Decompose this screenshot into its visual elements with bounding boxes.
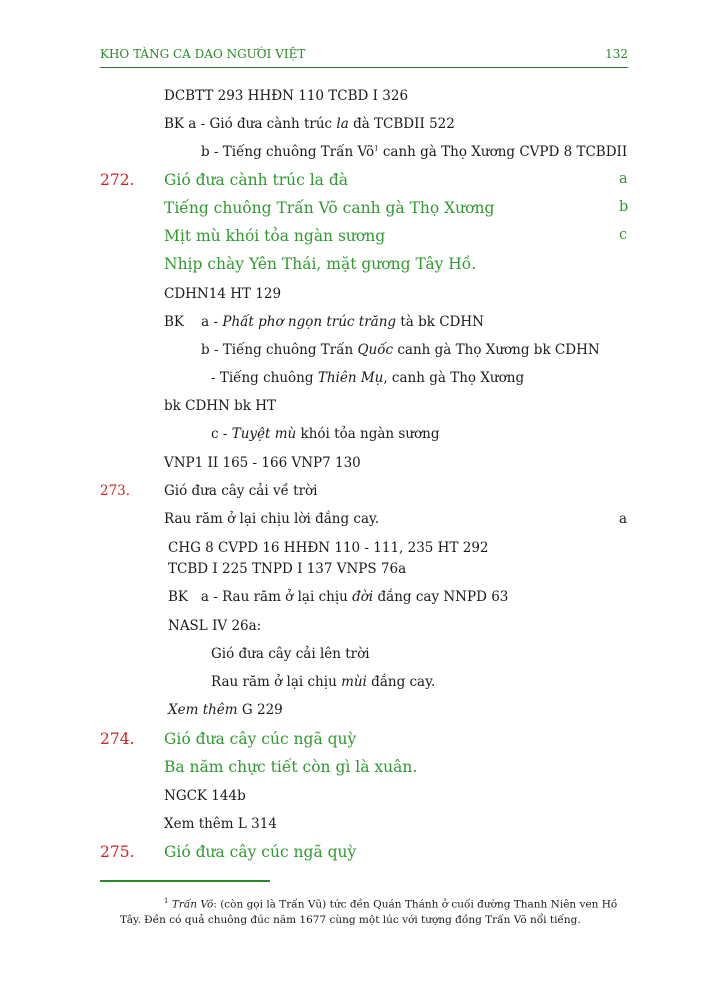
verse-line: Nhịp chày Yên Thái, mặt gương Tây Hồ.	[164, 255, 477, 273]
verse-letter: a	[619, 511, 628, 527]
variant-line: - Tiếng chuông Thiên Mụ, canh gà Thọ Xương	[211, 370, 525, 386]
cross-reference: Xem thêm L 314	[164, 816, 277, 832]
header-rule	[100, 67, 628, 68]
source-line: NGCK 144b	[164, 788, 246, 804]
source-line: bk CDHN bk HT	[164, 398, 277, 414]
variant-verse: Gió đưa cây cải lên trời	[211, 646, 370, 662]
entry-number-273: 273.	[100, 483, 131, 499]
variant-line: b - Tiếng chuông Trấn Quốc canh gà Thọ Xương bk CDHN	[201, 342, 600, 358]
verse-line: Gió đưa cành trúc la đà	[164, 171, 349, 189]
footnote: $^1$ Trấn Võ: (còn gọi là Trấn Vũ) tức đền Quán Thánh ở cuối đường Thanh Niên ven Hồ Tây. Đền có quả chuông đúc năm 1677 cùng một lúc với tượng đồng Trấn Võ nổi tiếng.	[120, 897, 618, 926]
verse-line: Tiếng chuông Trấn Võ canh gà Thọ Xương	[164, 199, 495, 217]
book-title: KHO TÀNG CA DAO NGƯỜI VIỆT	[100, 47, 306, 61]
entry-number-272: 272.	[100, 171, 135, 189]
verse-line: Mịt mù khói tỏa ngàn sương	[164, 227, 386, 245]
variant-line: c - Tuyệt mù khói tỏa ngàn sương	[211, 426, 440, 442]
footnote-rule	[100, 880, 270, 882]
verse-line: Gió đưa cây cúc ngã quỳ	[164, 730, 357, 748]
running-header	[100, 47, 628, 61]
verse-letter: c	[619, 227, 628, 243]
source-line: NASL IV 26a:	[168, 618, 262, 634]
source-line: VNP1 II 165 - 166 VNP7 130	[164, 455, 361, 471]
source-line: DCBTT 293 HHĐN 110 TCBD I 326	[164, 88, 409, 104]
cross-reference: Xem thêm G 229	[168, 702, 283, 718]
verse-line: Rau răm ở lại chịu lời đắng cay.	[164, 511, 380, 527]
variant-verse: Rau răm ở lại chịu mùi đắng cay.	[211, 674, 436, 690]
verse-line: Gió đưa cây cúc ngã quỳ	[164, 843, 357, 861]
source-line: CHG 8 CVPD 16 HHĐN 110 - 111, 235 HT 292	[168, 540, 489, 556]
variant-line: BK a - Rau răm ở lại chịu đời đắng cay NNPD 63	[168, 589, 509, 605]
verse-letter: b	[619, 199, 629, 215]
source-line: CDHN14 HT 129	[164, 286, 282, 302]
page-number: 132	[605, 47, 628, 61]
entry-number-275: 275.	[100, 843, 135, 861]
entry-number-274: 274.	[100, 730, 135, 748]
variant-line: BK a - Gió đưa cành trúc la đà TCBDII 522	[164, 116, 455, 132]
footnote-ref: 1	[374, 144, 379, 153]
verse-line: Gió đưa cây cải về trời	[164, 483, 318, 499]
verse-line: Ba năm chực tiết còn gì là xuân.	[164, 758, 418, 776]
variant-line: BK a - Phất phơ ngọn trúc trăng tà bk CDHN	[164, 314, 484, 330]
source-line: TCBD I 225 TNPD I 137 VNPS 76a	[168, 561, 407, 577]
variant-line: b - Tiếng chuông Trấn $Võ^1$ canh gà Thọ Xương CVPD 8 TCBDII	[201, 144, 628, 160]
verse-letter: a	[619, 171, 628, 187]
